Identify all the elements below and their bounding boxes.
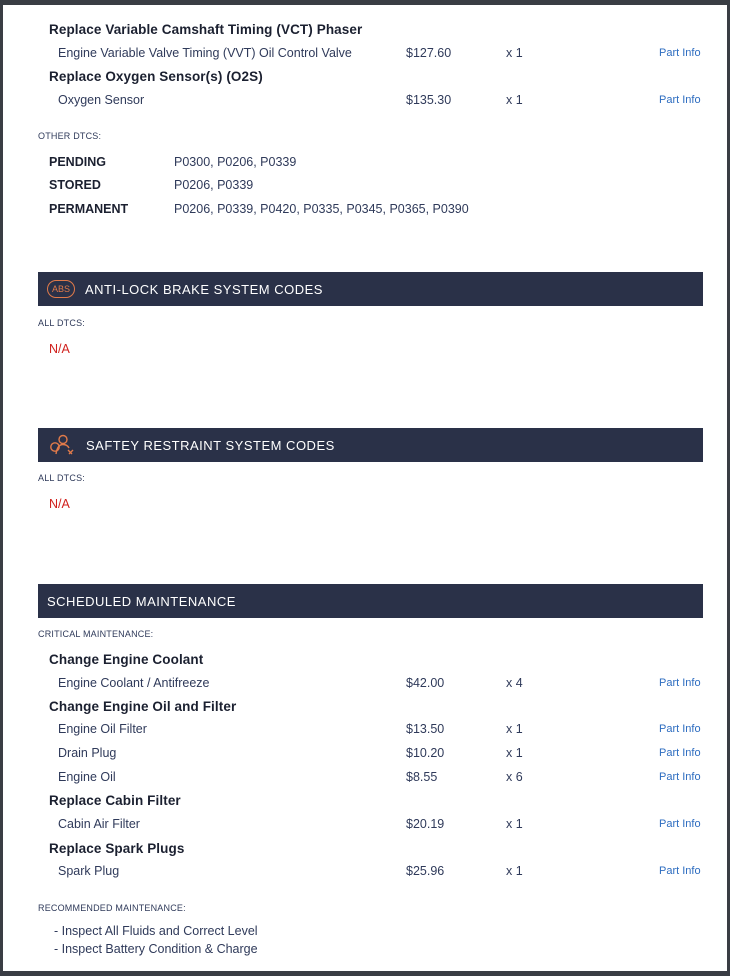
part-price: $135.30	[406, 93, 452, 107]
repair-title: Replace Variable Camshaft Timing (VCT) Phaser	[49, 22, 363, 37]
maintenance-task-title: Change Engine Coolant	[49, 652, 204, 667]
part-name: Oxygen Sensor	[58, 93, 145, 107]
part-name: Engine Oil Filter	[58, 722, 147, 736]
part-price: $25.96	[406, 864, 445, 878]
srs-dtcs-label: ALL DTCS:	[38, 473, 85, 483]
part-name: Drain Plug	[58, 746, 117, 760]
part-qty: x 1	[506, 46, 523, 60]
part-info-link[interactable]: Part Info	[659, 818, 701, 830]
dtc-stored-codes: P0206, P0339	[174, 178, 254, 192]
part-qty: x 1	[506, 746, 523, 760]
part-price: $13.50	[406, 722, 445, 736]
recommended-item: - Inspect All Fluids and Correct Level	[54, 924, 258, 938]
part-name: Engine Coolant / Antifreeze	[58, 676, 210, 690]
dtc-permanent-codes: P0206, P0339, P0420, P0335, P0345, P0365, P0390	[174, 202, 469, 216]
part-name: Spark Plug	[58, 864, 120, 878]
part-qty: x 1	[506, 864, 523, 878]
recommended-item: - Inspect Battery Condition & Charge	[54, 942, 258, 956]
part-info-link[interactable]: Part Info	[659, 94, 701, 106]
part-name: Cabin Air Filter	[58, 817, 140, 831]
part-qty: x 1	[506, 817, 523, 831]
maintenance-section-title: SCHEDULED MAINTENANCE	[47, 593, 236, 609]
abs-icon: ABS	[47, 280, 75, 298]
maintenance-section-header	[38, 584, 703, 618]
part-price: $8.55	[406, 770, 438, 784]
part-qty: x 4	[506, 676, 523, 690]
srs-section-title: SAFTEY RESTRAINT SYSTEM CODES	[86, 437, 335, 453]
part-name: Engine Oil	[58, 770, 116, 784]
dtc-pending-codes: P0300, P0206, P0339	[174, 155, 297, 169]
repair-title: Replace Oxygen Sensor(s) (O2S)	[49, 69, 263, 84]
part-qty: x 1	[506, 722, 523, 736]
part-qty: x 1	[506, 93, 523, 107]
recommended-maintenance-label: RECOMMENDED MAINTENANCE:	[38, 903, 186, 913]
abs-dtcs-value: N/A	[49, 342, 70, 356]
srs-section-header	[38, 428, 703, 462]
maintenance-task-title: Change Engine Oil and Filter	[49, 699, 237, 714]
critical-maintenance-label: CRITICAL MAINTENANCE:	[38, 629, 154, 639]
part-info-link[interactable]: Part Info	[659, 47, 701, 59]
part-price: $10.20	[406, 746, 445, 760]
part-price: $127.60	[406, 46, 452, 60]
abs-dtcs-label: ALL DTCS:	[38, 318, 85, 328]
dtc-stored-label: STORED	[49, 178, 101, 192]
abs-section-header	[38, 272, 703, 306]
part-name: Engine Variable Valve Timing (VVT) Oil Control Valve	[58, 46, 352, 60]
part-info-link[interactable]: Part Info	[659, 723, 701, 735]
srs-dtcs-value: N/A	[49, 497, 70, 511]
other-dtcs-label: OTHER DTCS:	[38, 131, 102, 141]
part-info-link[interactable]: Part Info	[659, 865, 701, 877]
dtc-permanent-label: PERMANENT	[49, 202, 129, 216]
part-info-link[interactable]: Part Info	[659, 747, 701, 759]
abs-section-title: ANTI-LOCK BRAKE SYSTEM CODES	[85, 281, 323, 297]
dtc-pending-label: PENDING	[49, 155, 106, 169]
maintenance-task-title: Replace Spark Plugs	[49, 841, 185, 856]
part-qty: x 6	[506, 770, 523, 784]
part-price: $20.19	[406, 817, 445, 831]
part-info-link[interactable]: Part Info	[659, 771, 701, 783]
airbag-icon	[48, 433, 76, 457]
part-price: $42.00	[406, 676, 445, 690]
part-info-link[interactable]: Part Info	[659, 677, 701, 689]
maintenance-task-title: Replace Cabin Filter	[49, 793, 181, 808]
